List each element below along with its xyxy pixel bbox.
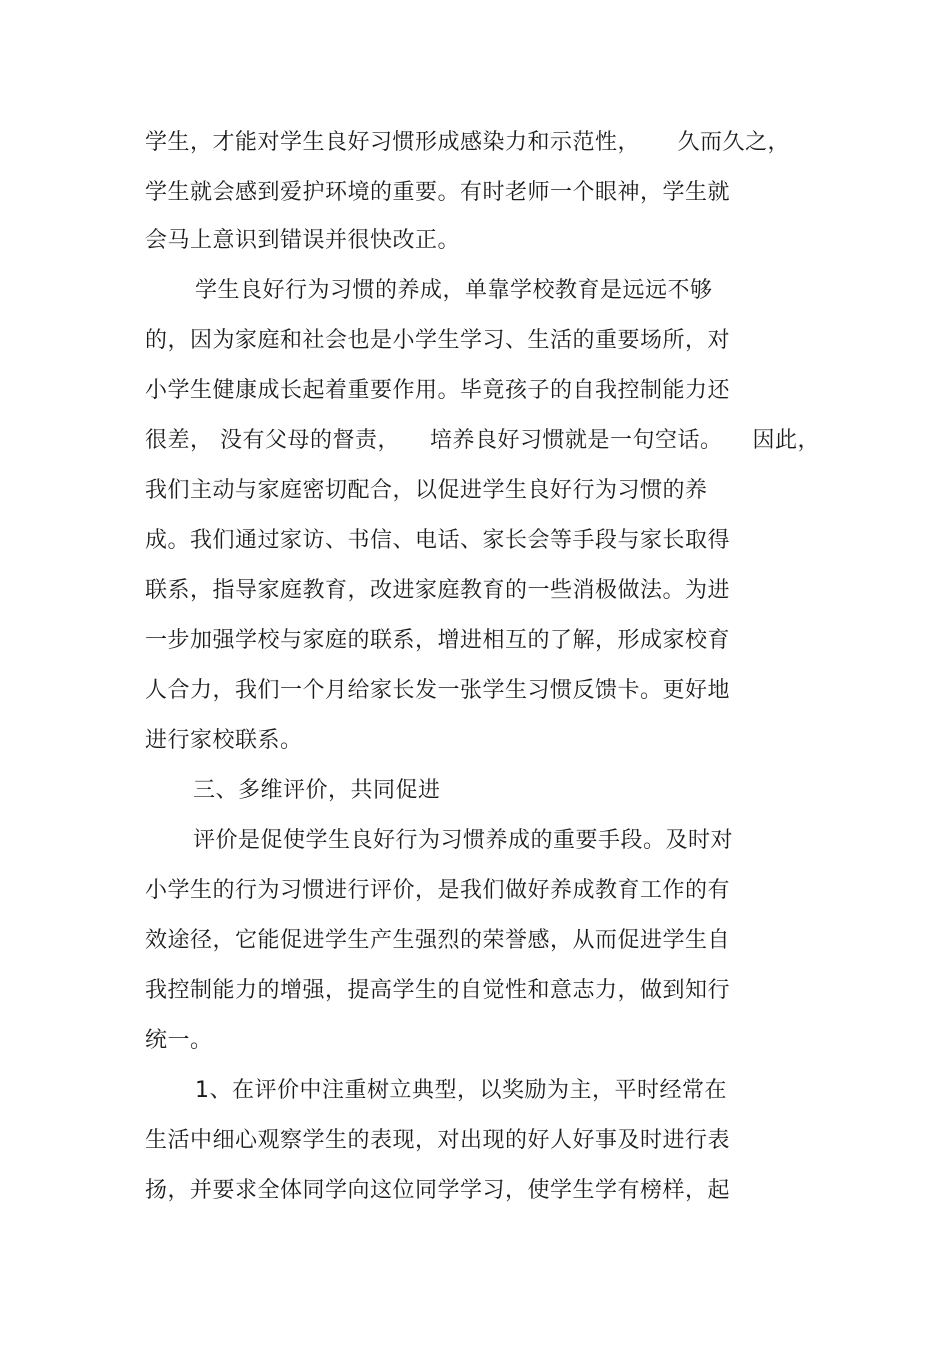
text-line: 效途径，它能促进学生产生强烈的荣誉感，从而促进学生自: [145, 928, 731, 953]
text-line: 生活中细心观察学生的表现，对出现的好人好事及时进行表: [145, 1128, 731, 1153]
text-line: 很差， 没有父母的督责， 培养良好习惯就是一句空话。 因此，: [145, 428, 820, 453]
text-line: 我控制能力的增强，提高学生的自觉性和意志力，做到知行: [145, 978, 731, 1003]
text-line: 扬，并要求全体同学向这位同学学习，使学生学有榜样，起: [145, 1178, 731, 1203]
paragraph-first-line: 评价是促使学生良好行为习惯养成的重要手段。及时对: [193, 828, 734, 853]
text-line: 小学生健康成长起着重要作用。毕竟孩子的自我控制能力还: [145, 378, 731, 403]
text-line: 一步加强学校与家庭的联系，增进相互的了解，形成家校育: [145, 628, 731, 653]
text-line: 联系，指导家庭教育，改进家庭教育的一些消极做法。为进: [145, 578, 731, 603]
section-heading: 三、多维评价，共同促进: [193, 778, 441, 803]
text-line: 学生就会感到爱护环境的重要。有时老师一个眼神，学生就: [145, 180, 731, 205]
text-line: 成。我们通过家访、书信、电话、家长会等手段与家长取得: [145, 528, 731, 553]
text-line: 我们主动与家庭密切配合，以促进学生良好行为习惯的养: [145, 478, 708, 503]
text-line: 统一。: [145, 1028, 213, 1053]
text-line: 进行家校联系。: [145, 728, 303, 753]
text-line: 学生，才能对学生良好习惯形成感染力和示范性， 久而久之，: [145, 130, 790, 155]
paragraph-first-line: 1、在评价中注重树立典型，以奖励为主，平时经常在: [195, 1078, 727, 1103]
text-line: 会马上意识到错误并很快改正。: [145, 228, 461, 253]
text-line: 的，因为家庭和社会也是小学生学习、生活的重要场所，对: [145, 328, 731, 353]
paragraph-first-line: 学生良好行为习惯的养成，单靠学校教育是远远不够: [195, 278, 713, 303]
text-line: 小学生的行为习惯进行评价，是我们做好养成教育工作的有: [145, 878, 731, 903]
text-line: 人合力，我们一个月给家长发一张学生习惯反馈卡。更好地: [145, 678, 731, 703]
